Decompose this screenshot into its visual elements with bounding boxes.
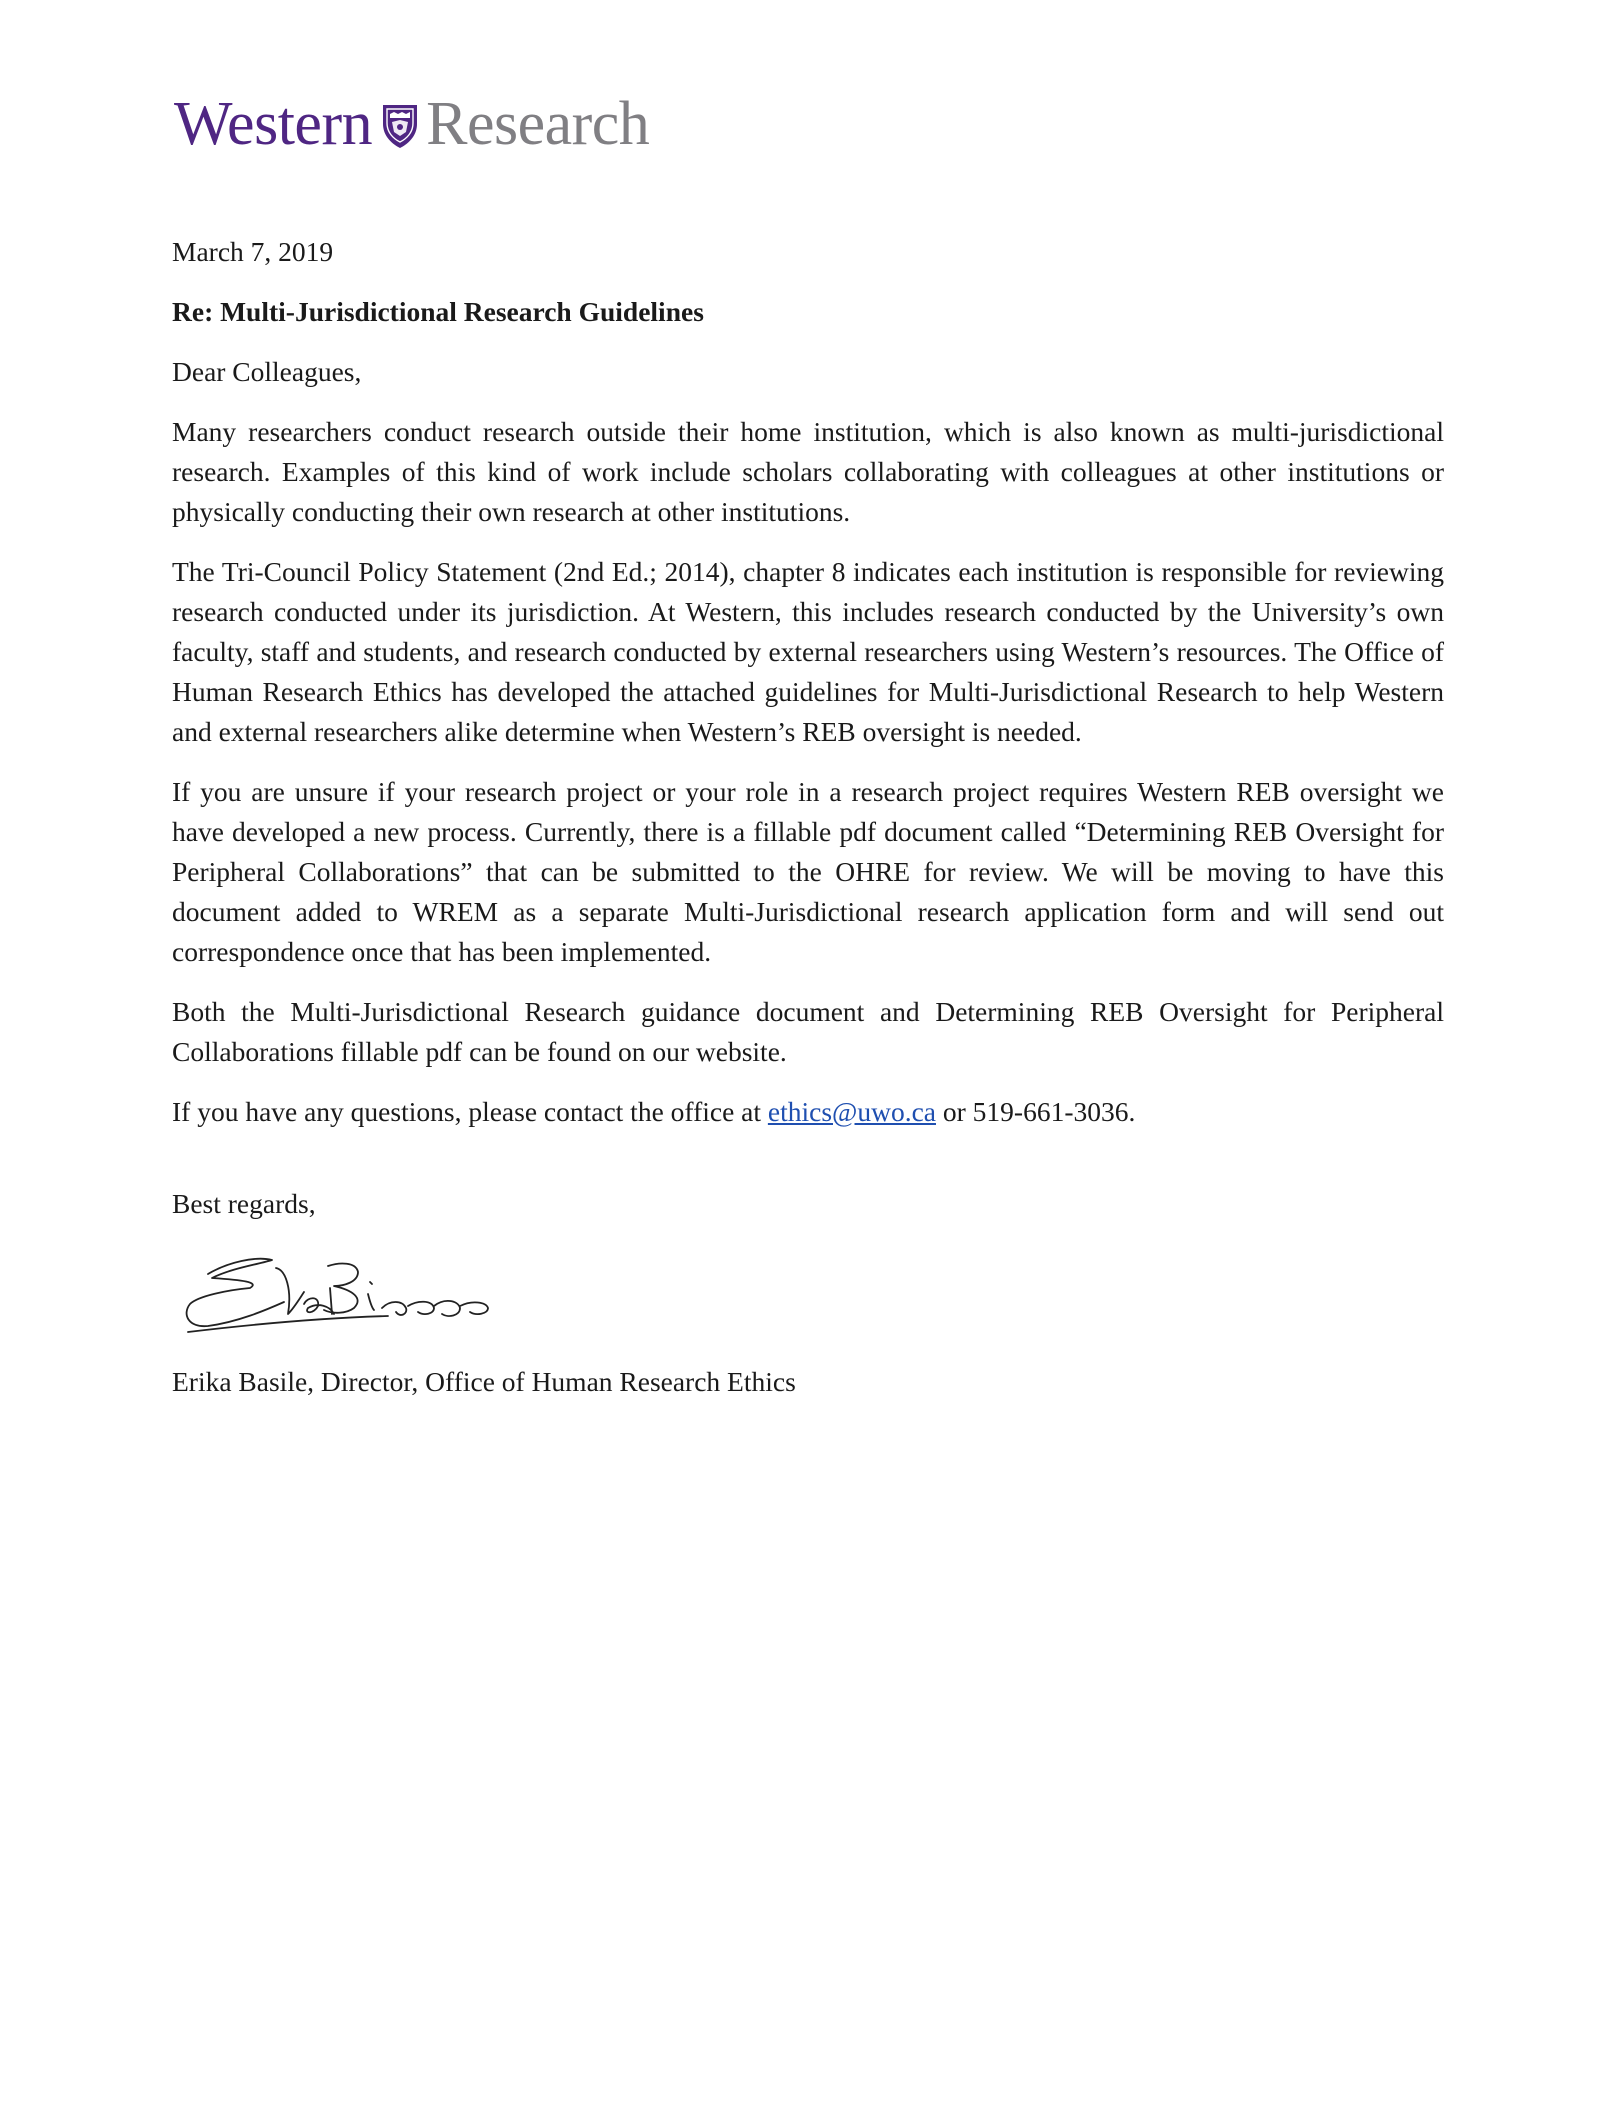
paragraph-contact [172, 1092, 1444, 1132]
logo-word-research: Research [426, 90, 650, 158]
handwritten-signature [168, 1244, 518, 1352]
letter-closing: Best regards, [172, 1188, 316, 1219]
signer-name: Erika Basile, Director, Office of Human Research Ethics [172, 1366, 796, 1397]
logo-word-western: Western [174, 90, 373, 158]
contact-text-before: If you have any questions, please contact the office at [172, 1096, 768, 1127]
paragraph-process: If you are unsure if your research project or your role in a research project requires Western REB oversight we have developed a new process. Currently, there is a fillable pdf document called “Determining REB Oversight for Peripheral Collaborations” that can be submitted to the OHRE for review. We will be moving to have this document added to WREM as a separate Multi-Jurisdictional research application form and will send out correspondence once that has been implemented. [172, 776, 1444, 967]
paragraph-tcps: The Tri-Council Policy Statement (2nd Ed.; 2014), chapter 8 indicates each institution is responsible for reviewing research conducted under its jurisdiction. At Western, this includes research conducted by the University’s own faculty, staff and students, and research conducted by external researchers using Western’s resources. The Office of Human Research Ethics has developed the attached guidelines for Multi-Jurisdictional Research to help Western and external researchers alike determine when Western’s REB oversight is needed. [172, 556, 1444, 747]
western-crest-icon [380, 102, 420, 150]
email-link[interactable]: ethics@uwo.ca [767, 1096, 936, 1127]
letter-salutation: Dear Colleagues, [172, 356, 362, 387]
paragraph-intro: Many researchers conduct research outside their home institution, which is also known as multi-jurisdictional research. Examples of this kind of work include scholars collaborating with colleagues at other institutions or physically conducting their own research at other institutions. [172, 416, 1444, 527]
letterhead-logo [174, 88, 649, 160]
letter-date: March 7, 2019 [172, 236, 334, 267]
paragraph-website: Both the Multi-Jurisdictional Research guidance document and Determining REB Oversight for Peripheral Collaborations fillable pdf can be found on our website. [172, 996, 1444, 1067]
contact-text-after: or 519-661-3036. [936, 1096, 1136, 1127]
letter-body [172, 232, 1444, 1402]
letter-subject: Re: Multi-Jurisdictional Research Guidelines [172, 296, 704, 327]
